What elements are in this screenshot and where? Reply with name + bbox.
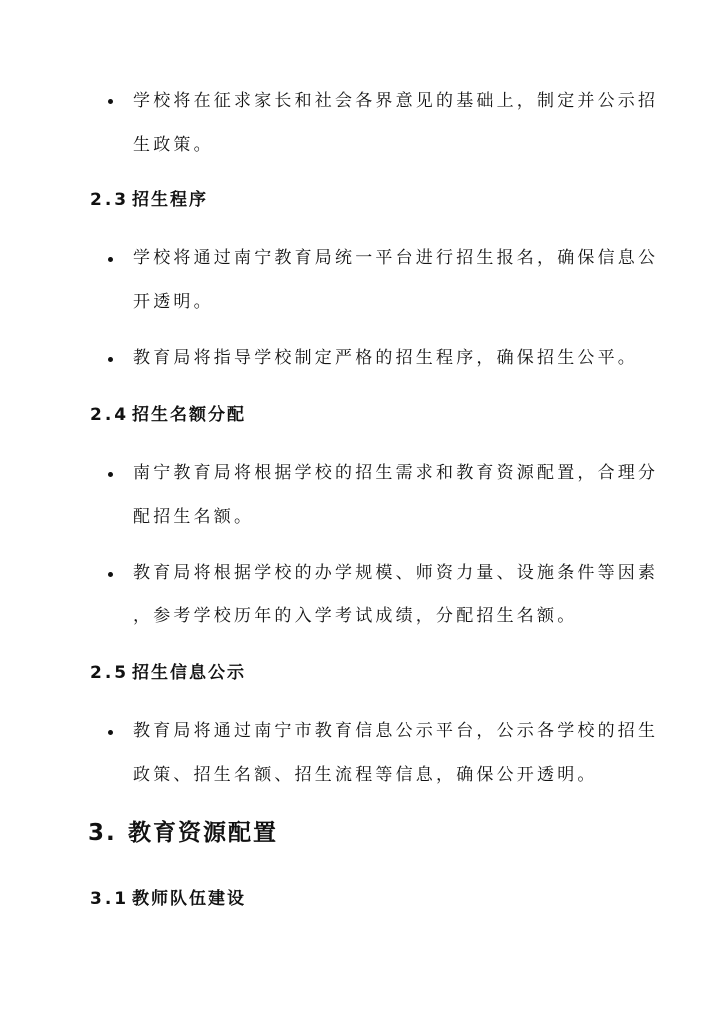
heading-title: 教师队伍建设 (132, 889, 246, 909)
heading-title: 招生名额分配 (132, 405, 246, 425)
bullet-marker (108, 730, 113, 735)
bullet-marker (108, 257, 113, 262)
bullet-marker (108, 99, 113, 104)
bullet-text: 教育局将根据学校的办学规模、师资力量、设施条件等因素 (133, 563, 659, 583)
bullet-marker (108, 472, 113, 477)
bullet-text: 南宁教育局将根据学校的招生需求和教育资源配置，合理分 (133, 463, 659, 483)
heading-number: 2.4 (90, 405, 130, 425)
bullet-text: 学校将通过南宁教育局统一平台进行招生报名，确保信息公 (133, 248, 659, 268)
section-heading-2-3 (90, 189, 208, 211)
heading-number: 3.1 (90, 889, 130, 909)
section-heading-3-1 (90, 888, 246, 910)
section-heading-2-5 (90, 662, 246, 684)
bullet-marker (108, 357, 113, 362)
section-heading-2-4 (90, 404, 246, 426)
section-heading-3 (88, 819, 278, 847)
section-title: 教育资源配置 (128, 820, 278, 846)
bullet-text-continuation: 生政策。 (133, 135, 214, 155)
heading-number: 2.3 (90, 190, 130, 210)
bullet-text-continuation: 政策、招生名额、招生流程等信息，确保公开透明。 (133, 765, 598, 785)
bullet-marker (108, 572, 113, 577)
section-number: 3. (88, 820, 117, 846)
heading-title: 招生信息公示 (132, 663, 246, 683)
heading-number: 2.5 (90, 663, 130, 683)
bullet-text-continuation: 开透明。 (133, 292, 214, 312)
bullet-text: 教育局将通过南宁市教育信息公示平台，公示各学校的招生 (133, 721, 659, 741)
bullet-text-continuation: ，参考学校历年的入学考试成绩，分配招生名额。 (133, 606, 578, 626)
heading-title: 招生程序 (132, 190, 208, 210)
bullet-text: 学校将在征求家长和社会各界意见的基础上，制定并公示招 (133, 91, 659, 111)
bullet-text-continuation: 配招生名额。 (133, 507, 255, 527)
bullet-text: 教育局将指导学校制定严格的招生程序，确保招生公平。 (133, 348, 638, 368)
